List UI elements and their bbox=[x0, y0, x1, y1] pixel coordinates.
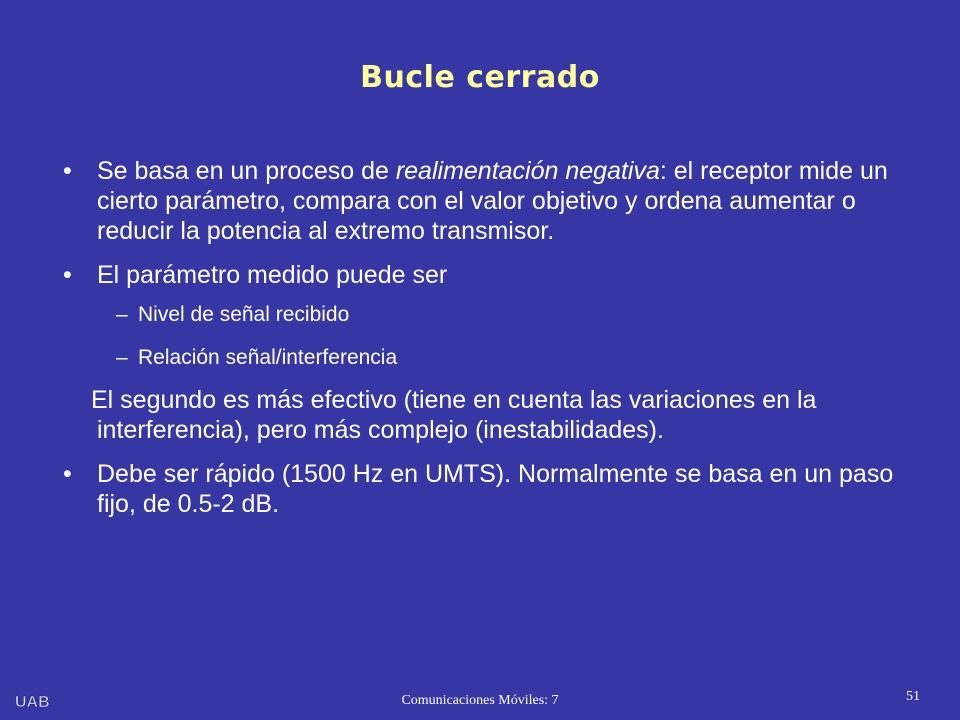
bullet-icon: • bbox=[63, 157, 72, 185]
bullet-icon: • bbox=[63, 261, 72, 289]
bullet-item-parameter bbox=[60, 260, 900, 290]
bullet-text-part1: Se basa en un proceso de bbox=[97, 157, 396, 185]
slide-title: Bucle cerrado bbox=[360, 60, 600, 95]
bullet-item-speed bbox=[60, 459, 900, 519]
sub-item-sir bbox=[60, 345, 900, 371]
bullet-text: El parámetro medido puede ser bbox=[97, 261, 448, 289]
sub-item-text: Nivel de señal recibido bbox=[138, 303, 350, 326]
sub-item-signal-level bbox=[60, 302, 900, 328]
paragraph-text: El segundo es más efectivo (tiene en cuenta las variaciones en la interferencia), pero más complejo (inestabilidades). bbox=[91, 386, 817, 444]
bullet-text-emphasis: realimentación negativa bbox=[395, 157, 660, 185]
bullet-item-feedback bbox=[60, 156, 900, 246]
dash-icon: – bbox=[116, 303, 128, 326]
uab-logo-text: UAB bbox=[15, 694, 50, 711]
bullet-text-part2: : el receptor mide un cierto parámetro, compara con el valor objetivo y ordena aumentar o reducir la potencia al extremo transmisor. bbox=[97, 157, 888, 245]
bullet-icon: • bbox=[63, 460, 72, 488]
page-number: 51 bbox=[906, 689, 920, 704]
bullet-text: Debe ser rápido (1500 Hz en UMTS). Normalmente se basa en un paso fijo, de 0.5-2 dB. bbox=[97, 460, 894, 518]
slide-body bbox=[60, 156, 900, 533]
footer-course: Comunicaciones Móviles: 7 bbox=[401, 693, 559, 708]
paragraph-comparison bbox=[60, 385, 900, 445]
dash-icon: – bbox=[116, 346, 128, 369]
sub-item-text: Relación señal/interferencia bbox=[138, 346, 398, 369]
